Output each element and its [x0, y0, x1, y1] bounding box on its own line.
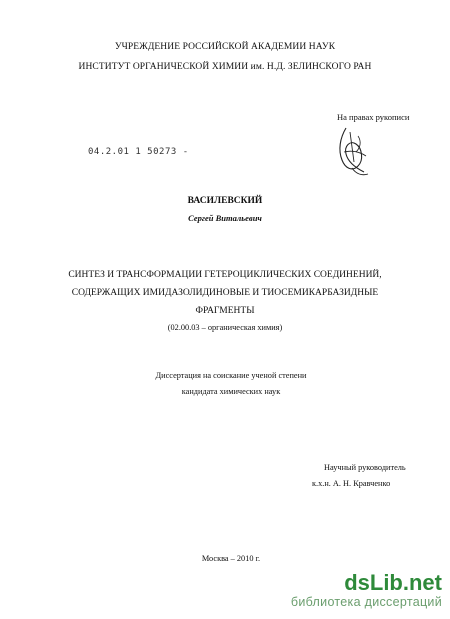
- watermark-subtitle: библиотека диссертаций: [290, 595, 442, 609]
- degree-line-1: Диссертация на соискание ученой степени: [155, 371, 307, 380]
- degree-line-2: кандидата химических наук: [181, 387, 281, 396]
- watermark-logo-tld: .net: [402, 570, 442, 595]
- handwritten-signature: [332, 122, 374, 178]
- specialty-code: (02.00.03 – органическая химия): [167, 323, 283, 332]
- archive-stamp-number: 04.2.01 1 50273 -: [88, 147, 189, 157]
- thesis-title-line-2: СОДЕРЖАЩИХ ИМИДАЗОЛИДИНОВЫЕ И ТИОСЕМИКАРБАЗИДНЫЕ: [71, 288, 379, 298]
- watermark-logo: [291, 572, 442, 594]
- institution-line-1: УЧРЕЖДЕНИЕ РОССИЙСКОЙ АКАДЕМИИ НАУК: [114, 42, 336, 52]
- thesis-title-line-1: СИНТЕЗ И ТРАНСФОРМАЦИИ ГЕТЕРОЦИКЛИЧЕСКИХ СОЕДИНЕНИЙ,: [68, 270, 382, 280]
- watermark-logo-main: dsLib: [344, 570, 403, 595]
- institution-line-2: ИНСТИТУТ ОРГАНИЧЕСКОЙ ХИМИИ им. Н.Д. ЗЕЛИНСКОГО РАН: [78, 62, 372, 72]
- thesis-title-line-3: ФРАГМЕНТЫ: [195, 306, 255, 316]
- manuscript-note: На правах рукописи: [337, 112, 410, 122]
- watermark: [291, 572, 442, 609]
- supervisor-label: Научный руководитель: [324, 463, 406, 472]
- author-surname: ВАСИЛЕВСКИЙ: [187, 196, 263, 206]
- supervisor-name: к.х.н. А. Н. Кравченко: [312, 479, 391, 488]
- author-name: Сергей Витальевич: [188, 213, 262, 223]
- place-and-year: Москва – 2010 г.: [201, 554, 261, 563]
